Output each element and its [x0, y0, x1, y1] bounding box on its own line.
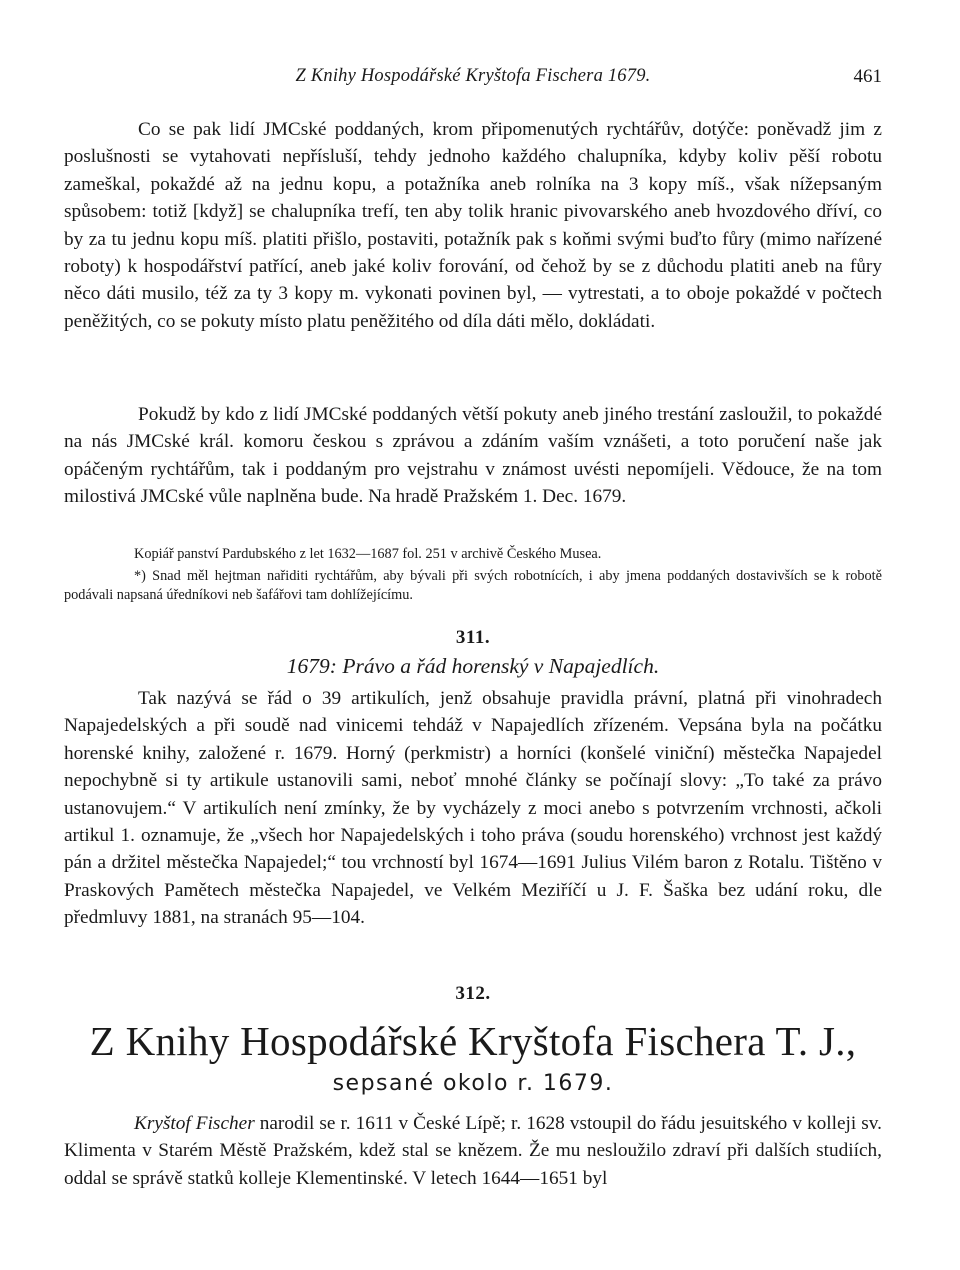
footnote: *) Snad měl hejtman nařiditi rychtářům, aby bývali při svých robotnících, i aby jmena poddaných dostavivších se k robotě podávali napsaná úředníkovi neb šafářovi tam dohlížejícímu. [64, 568, 882, 603]
section-312-text [64, 1110, 882, 1192]
section-311-number: 311. [455, 627, 491, 648]
section-312-title: Z Knihy Hospodářské Kryštofa Fischera T. J., [89, 1018, 857, 1064]
running-header-title: Z Knihy Hospodářské Kryštofa Fischera 1679. [295, 66, 651, 86]
section-312-subtitle: sepsané okolo r. 1679. [332, 1071, 614, 1096]
running-header [64, 66, 882, 92]
paragraph-2: Pokudž by kdo z lidí JMCské poddaných větší pokuty aneb jiného trestání zasloužil, to pokaždé na nás JMCské král. komoru českou s zprávou a zdáním vaším vznášeti, a toto poručení naše jak opáčeným rychtářům, tak i poddaným pro vejstrahu v známost uvésti nepomíjeli. Vědouce, že na tom milostivá JMCské vůle naplněna bude. Na hradě Pražském 1. Dec. 1679. [64, 404, 882, 508]
section-312-number: 312. [455, 983, 491, 1004]
section-311-title: 1679: Právo a řád horenský v Napajedlích. [286, 654, 660, 678]
section-312-text-body: narodil se r. 1611 v České Lípě; r. 1628 vstoupil do řádu jesuitského v kolleji sv. Klimenta v Starém Městě Pražském, kdež stal se knězem. Že mu nesloužilo zdraví při dalších studiích, oddal se správě statků kolleje Klementinské. V letech 1644—1651 byl [64, 1113, 882, 1189]
source-note: Kopiář panství Pardubského z let 1632—1687 fol. 251 v archivě Českého Musea. [134, 546, 602, 562]
page-number: 461 [853, 66, 882, 87]
paragraph-1: Co se pak lidí JMCské poddaných, krom připomenutých rychtářův, dotýče: poněvadž jim z poslušnosti se vytahovati nepřísluší, tehdy jednoho každého chalupníka, kdyby koliv pěší robotu zameškal, pokaždé až na jednu kopu, a potažníka aneb rolníka na 3 kopy míš., však nížepsaným spůsobem: totiž [když] se chalupníka trefí, ten aby tolik hranic pivovarského aneb hvozdového dříví, co by za tu jednu kopu míš. platiti přišlo, postaviti, potažník pak s koňmi svými buďto fůry (mimo nařízené roboty) k hospodářství patřící, aneb jaké koliv forování, od čehož by se z důchodu platiti aneb na fůry něco dáti musilo, též za ty 3 kopy m. vykonati povinen byl, — vytrestati, a to oboje pokaždé v počtech peněžitých, co se pokuty místo platu peněžitého od díla dáti mělo, dokládati. [64, 119, 882, 332]
section-312-text-lead: Kryštof Fischer [134, 1113, 255, 1134]
section-311-text: Tak nazývá se řád o 39 artikulích, jenž obsahuje pravidla právní, platná při vinohradech Napajedelských a při soudě nad vinicemi tehdáž v Napajedlích zřízeném. Vepsána byla na počátku horenské knihy, založené r. 1679. Horný (perkmistr) a horníci (konšelé viniční) městečka Napajedel nepochybně si ty artikule ustanovili sami, neboť mnohé články se počínají slovy: „To také za právo ustanovujem.“ V artikulích není zmínky, že by vycházely z moci anebo s potvrzením vrchnosti, ačkoli artikul 1. oznamuje, že „všech hor Napajedelských i toho práva (soudu horenského) vrchnost jest každý pán a držitel městečka Napajedel;“ tou vrchností byl 1674—1691 Julius Vilém baron z Rotalu. Tištěno v Praskových Pamětech městečka Napajedel, ve Velkém Meziříčí u J. F. Šaška bez udání roku, dle předmluvy 1881, na stranách 95—104. [64, 688, 882, 929]
